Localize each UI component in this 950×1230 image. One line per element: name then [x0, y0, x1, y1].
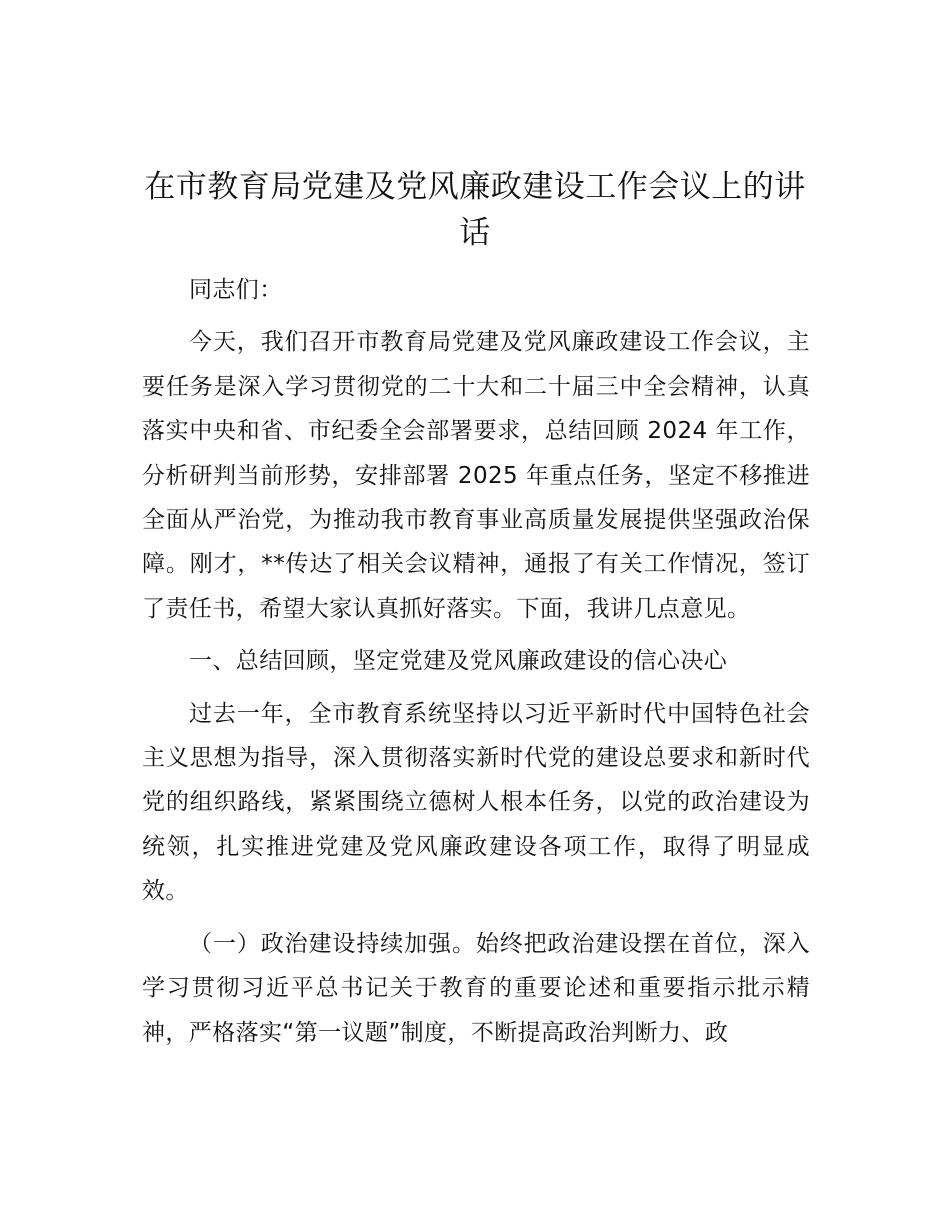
document-title: 在市教育局党建及党风廉政建设工作会议上的讲话: [144, 169, 806, 251]
spacer: [142, 914, 810, 922]
spacer: [142, 312, 810, 320]
paragraph-intro: 今天，我们召开市教育局党建及党风廉政建设工作会议，主要任务是深入学习贯彻党的二十大和二十届三中全会精神，认真落实中央和省、市纪委全会部署要求，总结回顾 2024 年工作，分析研判当前形势，安排部署 2025 年重点任务，坚定不移推进全面从严治党，为推动我市教育事业高质量发展提供坚强政治保障。刚才，**传达了相关会议精神，通报了有关工作情况，签订了责任书，希望大家认真抓好落实。下面，我讲几点意见。: [142, 329, 810, 622]
salutation: 同志们：: [189, 277, 283, 303]
paragraph-political-building: （一）政治建设持续加强。始终把政治建设摆在首位，深入学习贯彻习近平总书记关于教育的重要论述和重要指示批示精神，严格落实“第一议题”制度，不断提高政治判断力、政: [142, 930, 810, 1046]
spacer: [142, 631, 810, 639]
spacer: [142, 684, 810, 692]
section-heading-1: 一、总结回顾，坚定党建及党风廉政建设的信心决心: [189, 648, 728, 675]
document-body: [142, 268, 810, 1055]
paragraph-review: 过去一年，全市教育系统坚持以习近平新时代中国特色社会主义思想为指导，深入贯彻落实新时代党的建设总要求和新时代党的组织路线，紧紧围绕立德树人根本任务，以党的政治建设为统领，扎实推进党建及党风廉政建设各项工作，取得了明显成效。: [142, 700, 810, 905]
